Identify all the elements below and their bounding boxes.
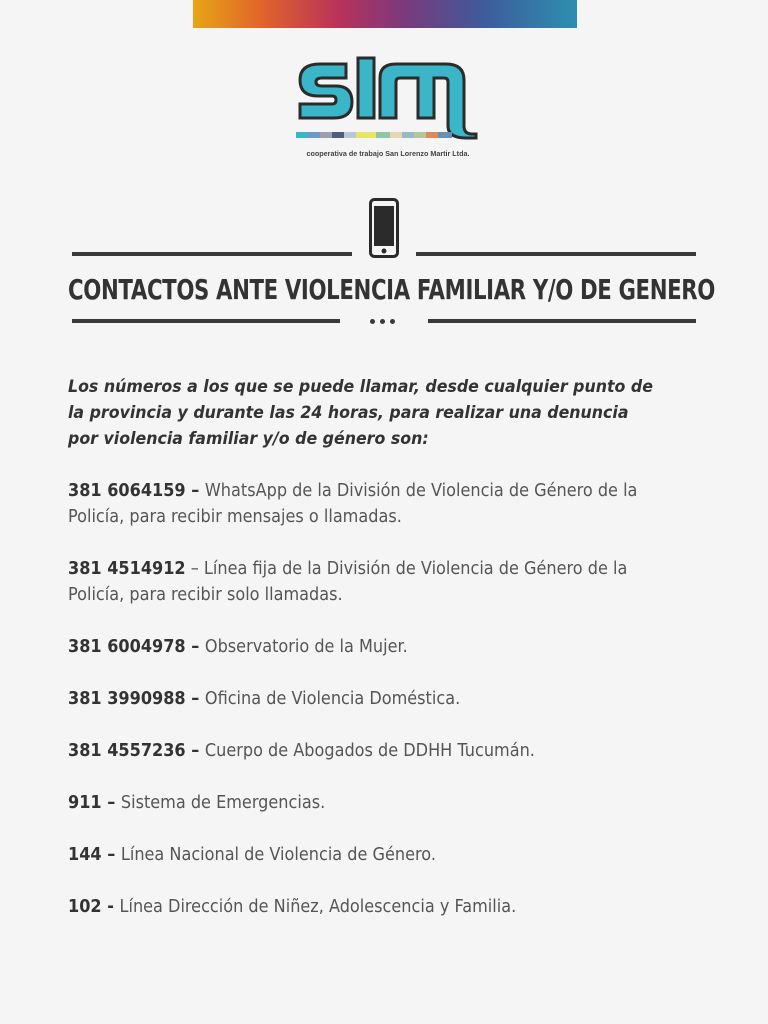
- phone-icon: [369, 198, 399, 258]
- contact-item: [68, 842, 666, 868]
- contact-number: 381 4557236: [68, 741, 186, 761]
- divider-dot: [390, 319, 395, 324]
- contact-item: [68, 790, 666, 816]
- slm-logo: [296, 56, 480, 160]
- contact-item: [68, 686, 666, 712]
- contact-separator: –: [101, 793, 121, 813]
- contact-item: [68, 634, 666, 660]
- contact-description: Sistema de Emergencias.: [120, 793, 326, 813]
- contact-separator: –: [185, 741, 205, 761]
- contact-description: Oficina de Violencia Doméstica.: [204, 689, 461, 709]
- contact-number: 102: [68, 897, 102, 917]
- contact-description: Observatorio de la Mujer.: [204, 637, 408, 657]
- divider-dot: [370, 319, 375, 324]
- contact-number: 911: [68, 793, 102, 813]
- contact-separator: –: [185, 689, 205, 709]
- logo-color-strip: [296, 132, 452, 138]
- logo-caption: cooperativa de trabajo San Lorenzo Martir Ltda.: [306, 149, 470, 158]
- contact-description: Línea Dirección de Niñez, Adolescencia y Familia.: [119, 897, 517, 917]
- contact-item: [68, 894, 666, 920]
- top-color-bar: [193, 0, 577, 28]
- contact-number: 144: [68, 845, 102, 865]
- contact-number: 381 6004978: [68, 637, 186, 657]
- contact-description: WhatsApp de la División de Violencia de Género de la Policía, para recibir mensajes o llamadas.: [68, 481, 638, 527]
- title-rule-top-left: [72, 252, 352, 256]
- contact-item: [68, 556, 666, 608]
- title-rule-bottom-right: [428, 319, 696, 323]
- contact-separator: –: [185, 481, 205, 501]
- title-rule-top-right: [416, 252, 696, 256]
- contact-number: 381 3990988: [68, 689, 186, 709]
- contact-item: [68, 478, 666, 530]
- contact-description: Cuerpo de Abogados de DDHH Tucumán.: [204, 741, 535, 761]
- contact-description: Línea fija de la División de Violencia de Género de la Policía, para recibir solo llamadas.: [68, 559, 628, 605]
- contact-separator: –: [185, 559, 204, 579]
- contact-separator: –: [185, 637, 205, 657]
- contact-description: Línea Nacional de Violencia de Género.: [120, 845, 436, 865]
- contact-number: 381 6064159: [68, 481, 186, 501]
- title-rule-bottom-left: [72, 319, 340, 323]
- divider-dots: [368, 319, 398, 325]
- slm-logo-mark: [296, 56, 480, 146]
- divider-dot: [380, 319, 385, 324]
- contact-number: 381 4514912: [68, 559, 186, 579]
- contact-separator: -: [101, 897, 120, 917]
- contact-separator: –: [101, 845, 121, 865]
- intro-text: Los números a los que se puede llamar, desde cualquier punto de la provincia y durante las 24 horas, para realizar una denuncia por violencia familiar y/o de género son:: [68, 377, 653, 449]
- contact-item: [68, 738, 666, 764]
- page-title: CONTACTOS ANTE VIOLENCIA FAMILIAR Y/O DE GENERO: [68, 273, 715, 306]
